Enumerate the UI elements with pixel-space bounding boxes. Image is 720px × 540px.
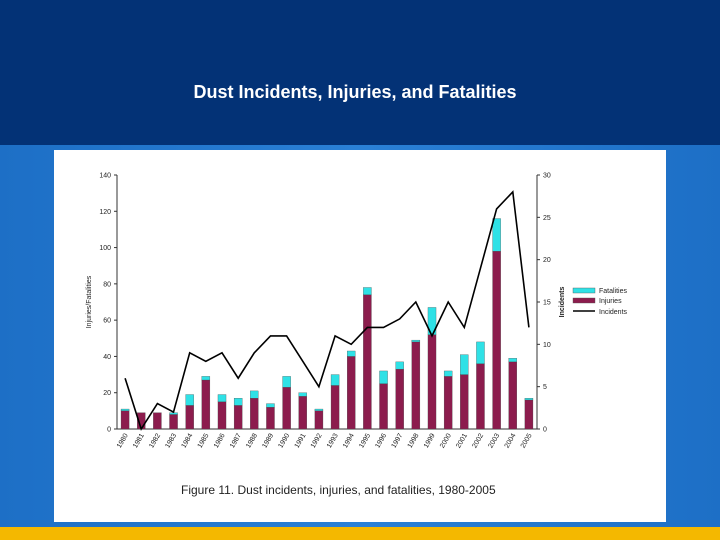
bar-injuries [525,400,533,429]
bar-fatalities [363,287,371,294]
x-tick-label: 2005 [519,432,534,450]
x-tick-label: 1995 [358,432,373,450]
bar-fatalities [493,219,501,252]
legend-label-fatalities: Fatalities [599,288,628,295]
y-tick-label: 40 [103,353,111,361]
x-tick-label: 1984 [180,432,195,450]
bar-injuries [153,413,161,429]
bar-fatalities [525,398,533,400]
bar-injuries [234,405,242,429]
bar-fatalities [380,371,388,384]
bar-injuries [299,396,307,429]
x-tick-label: 1992 [309,432,324,450]
y-tick-label: 20 [103,390,111,398]
bar-fatalities [476,342,484,364]
bar-fatalities [283,376,291,387]
bar-injuries [412,342,420,429]
x-tick-label: 1993 [325,432,340,450]
bar-injuries [363,295,371,429]
x-tick-label: 1986 [212,432,227,450]
bar-fatalities [331,375,339,386]
bar-injuries [476,364,484,429]
bar-injuries [218,402,226,429]
bar-fatalities [234,398,242,405]
y2-tick-label: 30 [543,172,551,180]
x-tick-label: 1987 [229,432,243,450]
bar-injuries [347,356,355,429]
x-tick-label: 1994 [342,432,356,450]
bar-fatalities [444,371,452,376]
x-tick-label: 1991 [293,432,308,450]
y2-tick-label: 15 [543,299,551,307]
x-tick-label: 1981 [132,432,146,450]
y-tick-label: 0 [107,426,111,434]
slide-title: Dust Incidents, Injuries, and Fatalities [193,82,517,102]
y-tick-label: 100 [99,245,111,253]
x-tick-label: 2004 [503,432,518,450]
x-tick-label: 1989 [261,432,276,450]
bar-injuries [202,380,210,429]
bar-fatalities [460,355,468,375]
y2-tick-label: 25 [543,214,551,222]
bar-injuries [315,411,323,429]
bar-injuries [493,251,501,429]
bar-fatalities [121,409,129,411]
y2-tick-label: 0 [543,426,547,434]
bar-injuries [460,375,468,429]
x-tick-label: 2003 [487,432,502,450]
y-tick-labels [99,173,111,434]
x-tick-label: 1997 [390,432,405,450]
y2-tick-label: 5 [543,384,547,392]
y2-tick-labels [543,173,551,434]
x-tick-label: 1980 [115,432,130,450]
bar-fatalities [299,393,307,397]
bar-fatalities [266,404,274,408]
y-axis-label: Injuries/Fatalities [86,275,93,329]
bar-injuries [121,411,129,429]
y-tick-label: 140 [99,172,111,180]
bar-injuries [170,414,178,429]
legend-label-incidents: Incidents [599,309,628,316]
bar-fatalities [396,362,404,369]
x-tick-label: 1998 [406,432,421,450]
legend [573,288,628,316]
y-tick-label: 60 [103,317,111,325]
y-tick-label: 80 [103,281,111,289]
bar-injuries [428,335,436,429]
bar-injuries [396,369,404,429]
y2-tick-label: 20 [543,257,551,265]
chart-canvas [54,150,666,522]
chart-caption: Figure 11. Dust incidents, injuries, and fatalities, 1980-2005 [181,483,496,497]
bar-fatalities [412,340,420,342]
accent-bar [0,527,720,540]
legend-swatch-injuries [573,298,595,303]
x-tick-label: 1982 [148,432,163,450]
y-tick-label: 120 [99,208,111,216]
bar-injuries [444,376,452,429]
bar-injuries [186,405,194,429]
bar-fatalities [186,395,194,406]
bar-fatalities [218,395,226,402]
y2-axis-label: Incidents [559,286,566,318]
y2-tick-label: 10 [543,341,551,349]
bars [121,219,533,429]
legend-swatch-fatalities [573,288,595,293]
bar-fatalities [509,358,517,362]
x-tick-label: 2002 [471,432,486,450]
grid-lines [114,175,540,429]
x-tick-label: 2001 [455,432,470,450]
bar-injuries [283,387,291,429]
header-band [0,0,720,145]
bar-fatalities [202,376,210,380]
x-tick-label: 1996 [374,432,389,450]
x-tick-label: 1990 [277,432,292,450]
x-tick-label: 1983 [164,432,179,450]
x-tick-label: 1985 [196,432,211,450]
x-tick-label: 2000 [439,432,453,450]
x-tick-labels [116,432,534,449]
bar-fatalities [315,409,323,411]
chart-figure [54,150,666,522]
bar-fatalities [250,391,258,398]
bar-injuries [509,362,517,429]
bar-injuries [266,407,274,429]
bar-injuries [331,385,339,429]
x-tick-label: 1988 [245,432,260,450]
x-tick-label: 1999 [422,432,437,450]
bar-injuries [250,398,258,429]
bar-fatalities [347,351,355,356]
bar-injuries [380,384,388,429]
legend-label-injuries: Injuries [599,298,622,305]
